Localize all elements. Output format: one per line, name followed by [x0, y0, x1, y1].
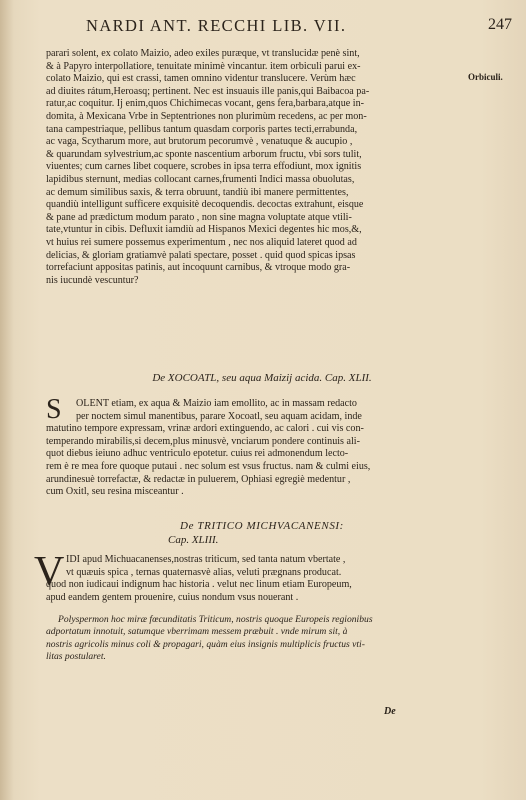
text-line: ratur,ac coquitur. Ij enim,quos Chichimecas vocant, gens fera,barbara,atque in- — [46, 98, 364, 110]
text-line: colato Maizio, qui est crassi, tamen omnino videntur translucere. Verùm hæc — [46, 73, 356, 85]
paragraph-3 — [34, 549, 466, 604]
text-line: nis iucundè vescuntur? — [46, 274, 139, 286]
annotation-paragraph — [46, 614, 466, 664]
text-line: vt huius rei sumere possemus experimentum , nec nos aliquid lateret quod ad — [46, 236, 357, 248]
text-line: ac demum similibus saxis, & terra obruunt, tandiù ibi manere permittentes, — [46, 186, 349, 198]
text-line: tate,vtuntur in cibis. Defluxit iamdiù ad Hispanos Mexici degentes hic mos,&, — [46, 224, 362, 236]
chapter-heading: De TRITICO MICHVACANENSI: — [180, 520, 344, 532]
text-line: parari solent, ex colato Maizio, adeo exiles puræque, vt translucidæ penè sint, — [46, 48, 360, 59]
text-line: matutino tempore expressam, vrinæ ardori extinguendo, ac calori . cui vis con- — [46, 423, 364, 435]
text-line: OLENT etiam, ex aqua & Maizio iam emollito, ac in massam redacto — [76, 398, 357, 409]
catchword: De — [384, 706, 396, 717]
text-line: temperando mirabilis,si decem,plus minusvè, vnciarum pondere continuis ali- — [46, 435, 360, 447]
text-line: ad diuites rátum,Heroasq; pertinent. Nec est insuauis ille panis,qui Baibacoa pa- — [46, 85, 370, 97]
text-line: per noctem simul manentibus, parare Xocoatl, seu aquam acidam, inde — [76, 410, 362, 422]
page-header — [52, 16, 516, 40]
text-line: torrefaciunt appositas patinis, aut incoquunt carnibus, & vtroque modo gra- — [46, 262, 351, 274]
margin-note: Orbiculi. — [468, 72, 503, 82]
text-line: & pane ad prædictum modum parato , non sine magna voluptate atque vtili- — [46, 211, 352, 223]
text-line: tana campestriaque, pellibus tantum quasdam corporis partes tecti,errabunda, — [46, 123, 358, 135]
text-line: quod non iudicaui indignum hac historia . velut nec linum etiam Europeum, — [46, 579, 352, 591]
chapter-heading: De XOCOATL, seu aqua Maizij acida. Cap. XLII. — [152, 372, 372, 384]
text-line: lapidibus sternunt, medias collocant carnes,frumenti Indici massa obuolutas, — [46, 173, 355, 185]
text-line: domita, à Mexicana Vrbe in Septentriones non plurimùm recedens, ac per mon- — [46, 110, 367, 122]
text-line: vt quæuis spica , ternas quaternasvè alias, veluti prægnans producat. — [66, 566, 342, 578]
text-line: apud eandem gentem prouenire, cuius nondum vsus nouerant . — [46, 591, 299, 603]
text-line: nostris agricolis minus coli & propagari, quàm eius insignis multiplicis fructus vti- — [46, 638, 365, 650]
paragraph-1 — [46, 48, 466, 287]
text-line: & quarundam sylvestrium,ac sponte nascentium arborum fructu, vbi sors tulit, — [46, 148, 362, 160]
drop-cap: V — [34, 549, 65, 595]
running-head: NARDI ANT. RECCHI LIB. VII. — [86, 16, 347, 35]
text-line: cum Oxitl, seu resina misceantur . — [46, 486, 184, 498]
text-line: ac vaga, Scytharum more, aut brutorum pecorumvè , venatuque & aucupio , — [46, 136, 353, 148]
text-line: litas postularet. — [46, 651, 106, 663]
text-line: IDI apud Michuacanenses,nostras triticum, sed tanta natum vbertate , — [66, 554, 346, 565]
paragraph-2 — [46, 394, 466, 499]
text-line: Polyspermon hoc miræ fœcunditatis Triticum, nostris quoque Europeis regionibus — [58, 614, 373, 625]
page-number: 247 — [488, 16, 512, 33]
text-line: quandiù intelligunt sufficere exquisitè decoquendis. decoctas extrahunt, eisque — [46, 199, 364, 211]
text-line: adportatum innotuit, satumque vberrimam messem præbuit . vnde mirum sit, à — [46, 626, 348, 638]
text-line: quot diebus ieiuno adhuc ventriculo epotetur. cuius rei admonendum lecto- — [46, 448, 349, 460]
text-line: arundinesuè torrefactæ, & redactæ in puluerem, Ophiasi egregiè medentur , — [46, 473, 351, 485]
chapter-number: Cap. XLIII. — [168, 534, 219, 546]
drop-cap: S — [46, 394, 62, 425]
text-line: rem è re mea fore quoque putaui . nec solum est vsus fructus. nam & culmi eius, — [46, 460, 371, 472]
text-line: delicias, & gloriam gratiamvè palati spectare, posset . quid quod spicas ipsas — [46, 249, 356, 261]
text-line: viuentes; cum carnes libet coquere, scrobes in ipsa terra effodiunt, mox ignitis — [46, 161, 362, 173]
text-line: & à Papyro interpollatiore, tenuitate minimè vincantur. item orbiculi parui ex- — [46, 60, 361, 72]
